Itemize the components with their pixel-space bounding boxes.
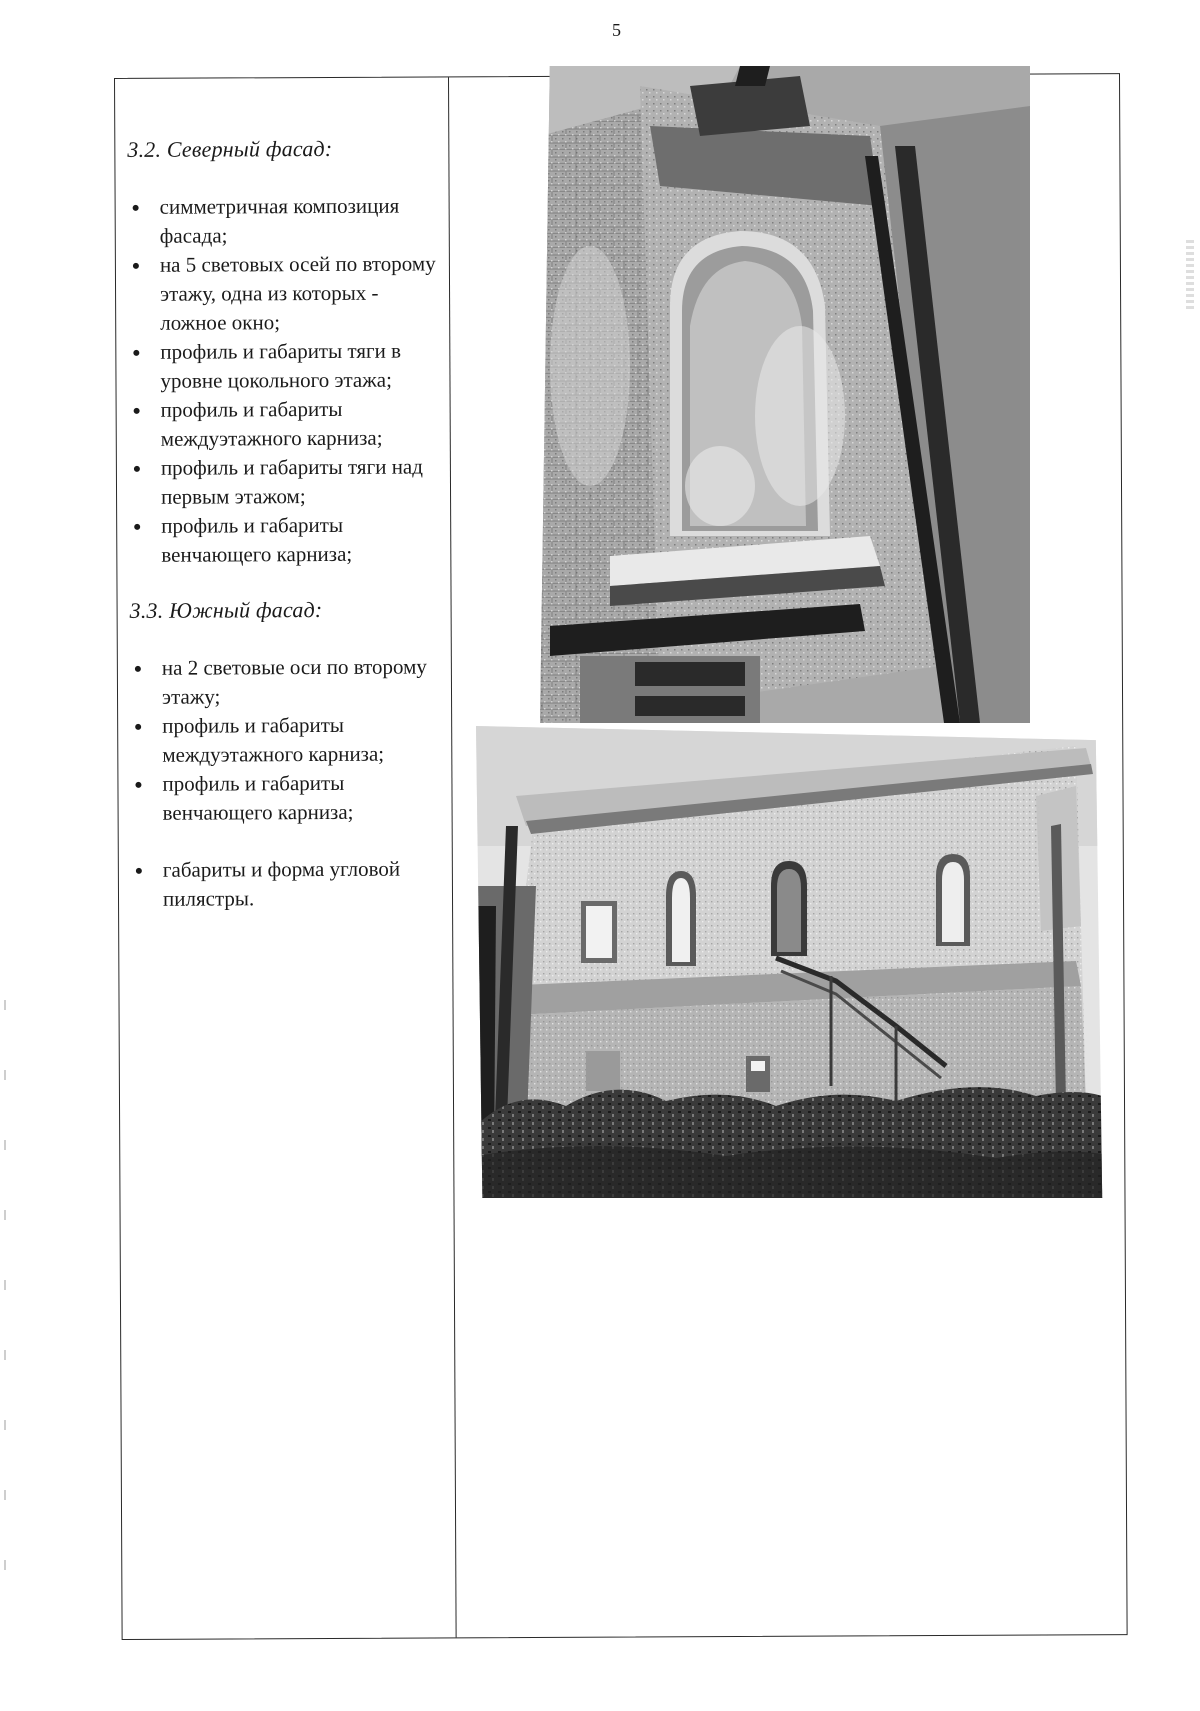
list-item: профиль и габариты венчающего карниза; <box>129 510 449 570</box>
list-item: профиль и габариты междуэтажного карниза; <box>129 394 449 454</box>
description-column <box>127 135 451 914</box>
south-facade-photo <box>476 726 1115 1198</box>
section-heading-north-facade: 3.2. Северный фасад: <box>127 135 333 162</box>
list-item: профиль и габариты тяги в уровне цокольного этажа; <box>128 336 448 396</box>
scan-artifact-left <box>4 1000 6 1620</box>
south-facade-list <box>130 652 451 914</box>
list-item: профиль и габариты тяги над первым этажом; <box>129 452 449 512</box>
list-item: габариты и форма угловой пилястры. <box>131 854 451 914</box>
north-facade-photo <box>540 66 1030 723</box>
list-item: симметричная композиция фасада; <box>128 191 448 251</box>
list-item: профиль и габариты венчающего карниза; <box>130 768 450 828</box>
list-item: на 5 световых осей по второму этажу, одна из которых - ложное окно; <box>128 249 448 338</box>
north-facade-list <box>128 191 450 570</box>
page-number: 5 <box>612 20 621 40</box>
scan-artifact-right <box>1186 240 1194 310</box>
list-item: профиль и габариты междуэтажного карниза; <box>130 710 450 770</box>
list-item: на 2 световые оси по второму этажу; <box>130 652 450 712</box>
section-heading-south-facade: 3.3. Южный фасад: <box>129 596 323 623</box>
